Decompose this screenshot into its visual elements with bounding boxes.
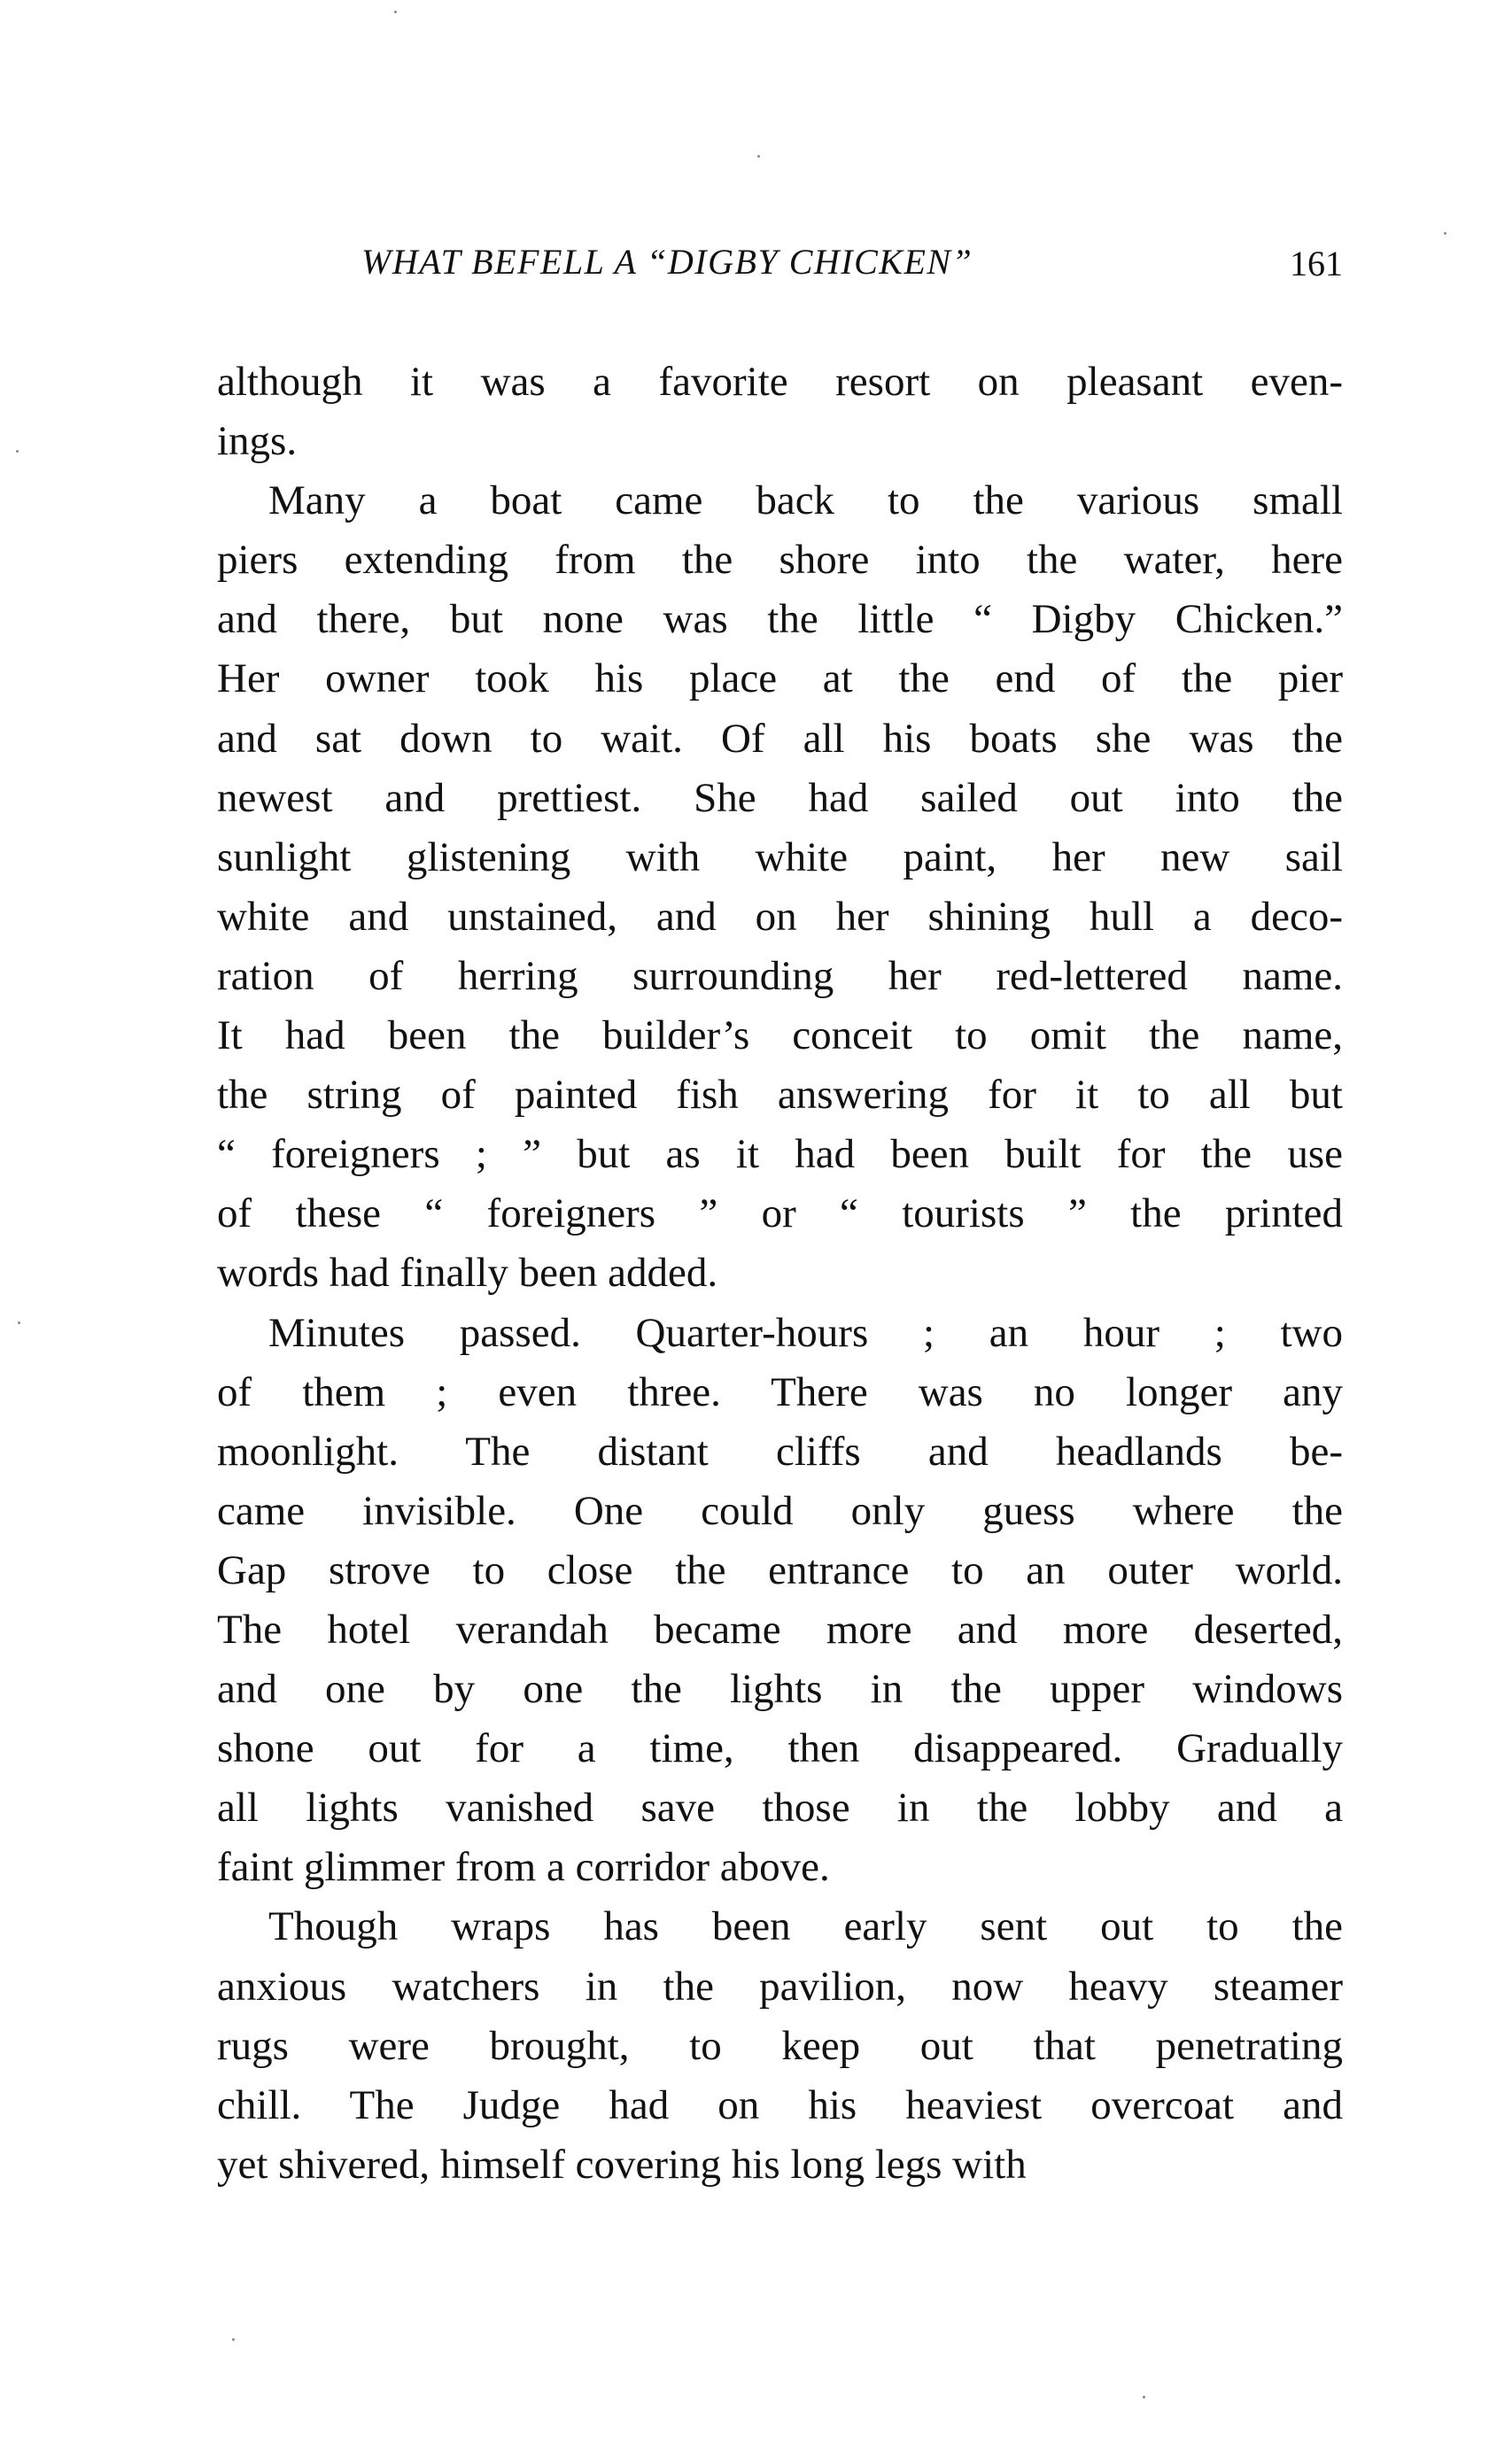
scan-speck [394, 11, 397, 13]
scan-speck [757, 155, 760, 158]
text-line: and sat down to wait. Of all his boats she was the [217, 715, 1343, 762]
text-line: anxious watchers in the pavilion, now heavy steamer [217, 1963, 1343, 2010]
text-line: moonlight. The distant cliffs and headlands be- [217, 1428, 1343, 1475]
text-line: words had finally been added. [217, 1250, 718, 1297]
page-number: 161 [1290, 244, 1343, 283]
running-head-title: WHAT BEFELL A “DIGBY CHICKEN” [361, 242, 973, 282]
scan-speck [16, 450, 19, 453]
text-line: and one by one the lights in the upper windows [217, 1666, 1343, 1713]
paragraph [217, 471, 1343, 1303]
text-line: shone out for a time, then disappeared. Gradually [217, 1725, 1343, 1772]
body-text [217, 353, 1343, 2195]
text-line: sunlight glistening with white paint, her new sail [217, 833, 1343, 880]
text-line: faint glimmer from a corridor above. [217, 1844, 830, 1891]
text-line: although it was a favorite resort on pleasant even- [217, 359, 1343, 405]
text-line: Her owner took his place at the end of the pier [217, 655, 1343, 702]
scan-speck [232, 2338, 235, 2341]
text-line: ings. [217, 418, 298, 465]
text-line: Many a boat came back to the various small [268, 477, 1343, 524]
text-line: of these “ foreigners ” or “ tourists ” the printed [217, 1190, 1343, 1237]
text-line: It had been the builder’s conceit to omit the name, [217, 1012, 1343, 1059]
scan-speck [18, 1321, 20, 1324]
text-line: Though wraps has been early sent out to the [268, 1903, 1343, 1950]
paragraph [217, 353, 1343, 471]
text-line: came invisible. One could only guess where the [217, 1487, 1343, 1534]
paragraph [217, 1897, 1343, 2194]
text-line: newest and prettiest. She had sailed out into the [217, 774, 1343, 821]
text-line: all lights vanished save those in the lobby and a [217, 1785, 1343, 1832]
text-line: ration of herring surrounding her red-lettered name. [217, 952, 1343, 999]
paragraph [217, 1304, 1343, 1898]
text-line: the string of painted fish answering for it to all but [217, 1072, 1343, 1119]
text-line: “ foreigners ; ” but as it had been built for the use [217, 1131, 1343, 1178]
running-head [361, 241, 1343, 294]
text-line: white and unstained, and on her shining hull a deco- [217, 893, 1343, 940]
text-line: The hotel verandah became more and more deserted, [217, 1606, 1343, 1653]
text-line: rugs were brought, to keep out that penetrating [217, 2022, 1343, 2069]
text-line: Minutes passed. Quarter-hours ; an hour ; two [268, 1309, 1343, 1356]
scan-speck [1143, 2396, 1145, 2398]
text-line: yet shivered, himself covering his long legs with [217, 2141, 1027, 2188]
scan-speck [1444, 232, 1446, 235]
text-line: piers extending from the shore into the water, here [217, 537, 1343, 584]
text-line: of them ; even three. There was no longer any [217, 1368, 1343, 1415]
text-line: Gap strove to close the entrance to an outer world. [217, 1546, 1343, 1593]
text-line: and there, but none was the little “ Digby Chicken.” [217, 596, 1343, 643]
text-line: chill. The Judge had on his heaviest overcoat and [217, 2081, 1343, 2128]
